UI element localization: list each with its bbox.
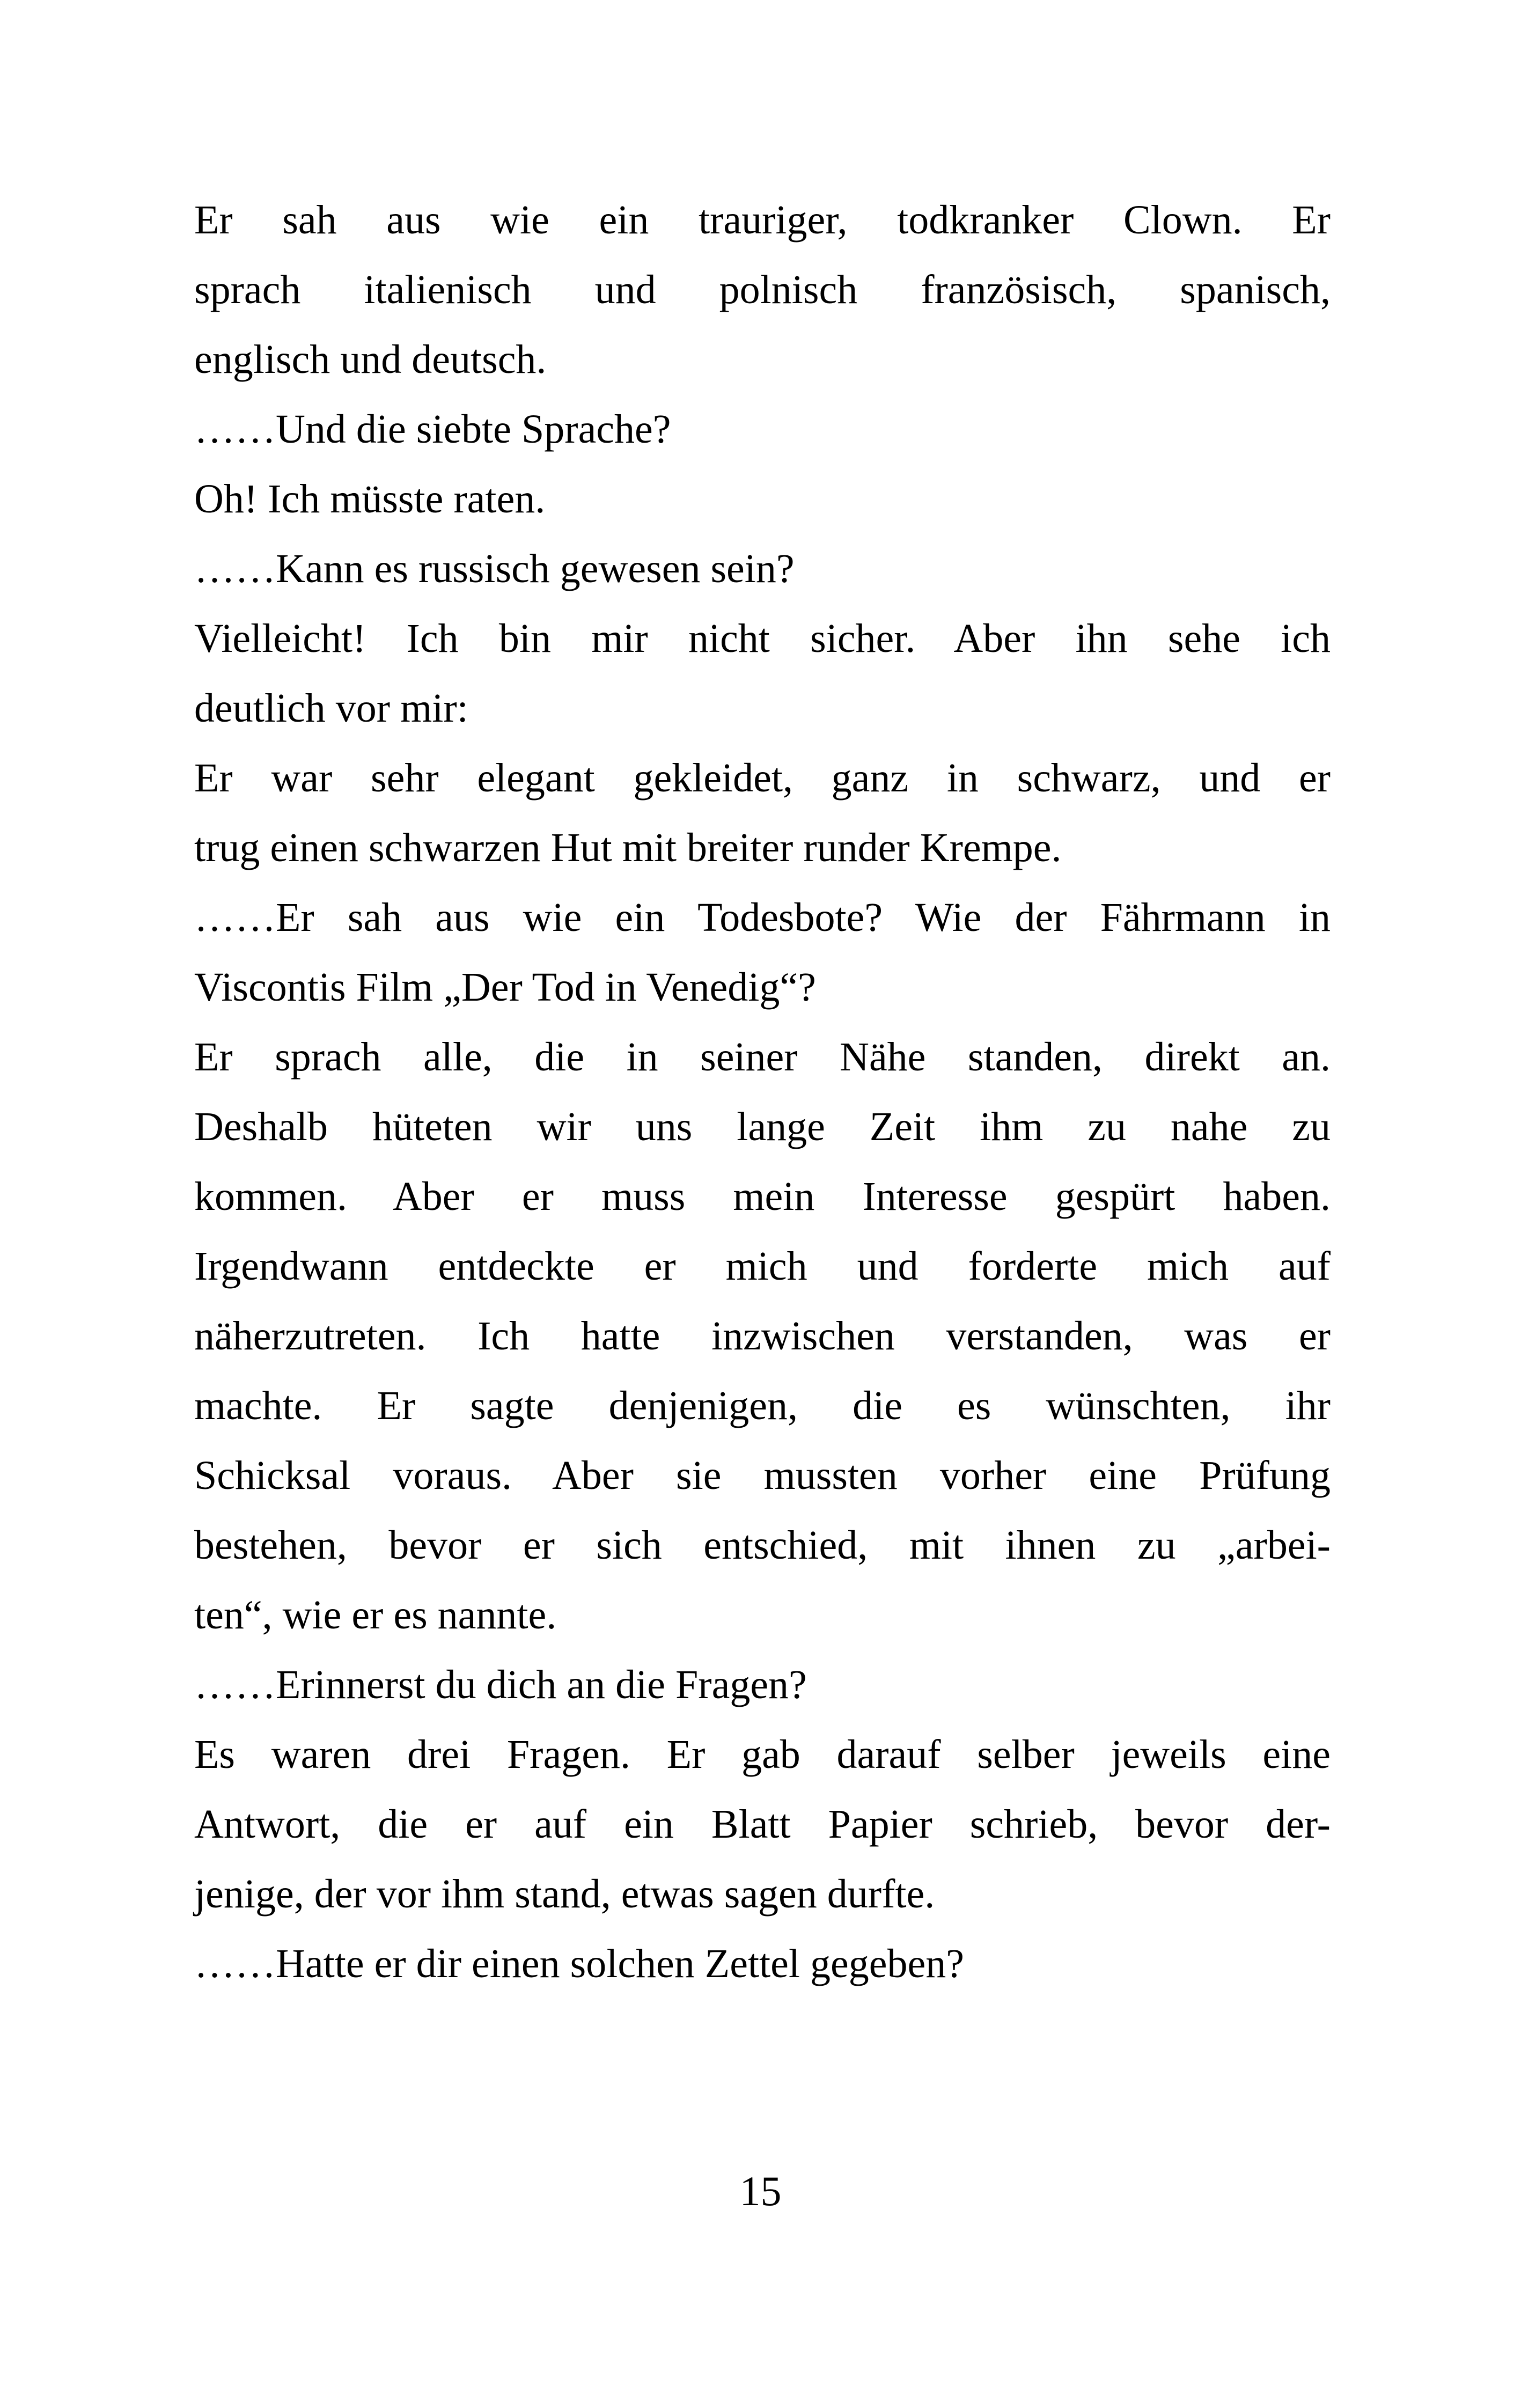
text-line: ……Und die siebte Sprache? [194, 407, 671, 452]
text-line: Er sah aus wie ein trauriger, todkranker Clown. Er [194, 197, 1331, 243]
text-line: trug einen schwarzen Hut mit breiter runder Krempe. [194, 825, 1062, 870]
text-line: jenige, der vor ihm stand, etwas sagen durfte. [194, 1871, 935, 1917]
text-line: kommen. Aber er muss mein Interesse gespürt haben. [194, 1174, 1331, 1219]
text-line: ……Erinnerst du dich an die Fragen? [194, 1662, 807, 1707]
text-line: ……Er sah aus wie ein Todesbote? Wie der Fährmann in [194, 895, 1331, 940]
text-line: bestehen, bevor er sich entschied, mit ihnen zu „arbei- [194, 1523, 1331, 1568]
text-line: Er sprach alle, die in seiner Nähe standen, direkt an. [194, 1034, 1331, 1080]
text-block [194, 185, 1331, 1999]
text-line: Er war sehr elegant gekleidet, ganz in schwarz, und er [194, 755, 1331, 801]
text-line: deutlich vor mir: [194, 686, 468, 731]
text-line: Deshalb hüteten wir uns lange Zeit ihm zu nahe zu [194, 1104, 1331, 1149]
text-line: Schicksal voraus. Aber sie mussten vorher eine Prüfung [194, 1453, 1331, 1498]
text-line: Oh! Ich müsste raten. [194, 476, 546, 522]
text-line: ……Kann es russisch gewesen sein? [194, 546, 795, 591]
text-line: machte. Er sagte denjenigen, die es wünschten, ihr [194, 1383, 1331, 1428]
text-line: Es waren drei Fragen. Er gab darauf selber jeweils eine [194, 1732, 1331, 1777]
page-number: 15 [739, 2168, 782, 2214]
text-line: Antwort, die er auf ein Blatt Papier schrieb, bevor der- [194, 1802, 1331, 1847]
text-line: englisch und deutsch. [194, 337, 547, 382]
text-line: Irgendwann entdeckte er mich und forderte mich auf [194, 1244, 1331, 1289]
text-line: Viscontis Film „Der Tod in Venedig“? [194, 965, 816, 1010]
text-line: Vielleicht! Ich bin mir nicht sicher. Aber ihn sehe ich [194, 616, 1331, 661]
text-line: ……Hatte er dir einen solchen Zettel gegeben? [194, 1941, 964, 1986]
text-line: ten“, wie er es nannte. [194, 1592, 557, 1638]
text-line: sprach italienisch und polnisch französisch, spanisch, [194, 267, 1331, 312]
text-line: näherzutreten. Ich hatte inzwischen verstanden, was er [194, 1313, 1331, 1359]
